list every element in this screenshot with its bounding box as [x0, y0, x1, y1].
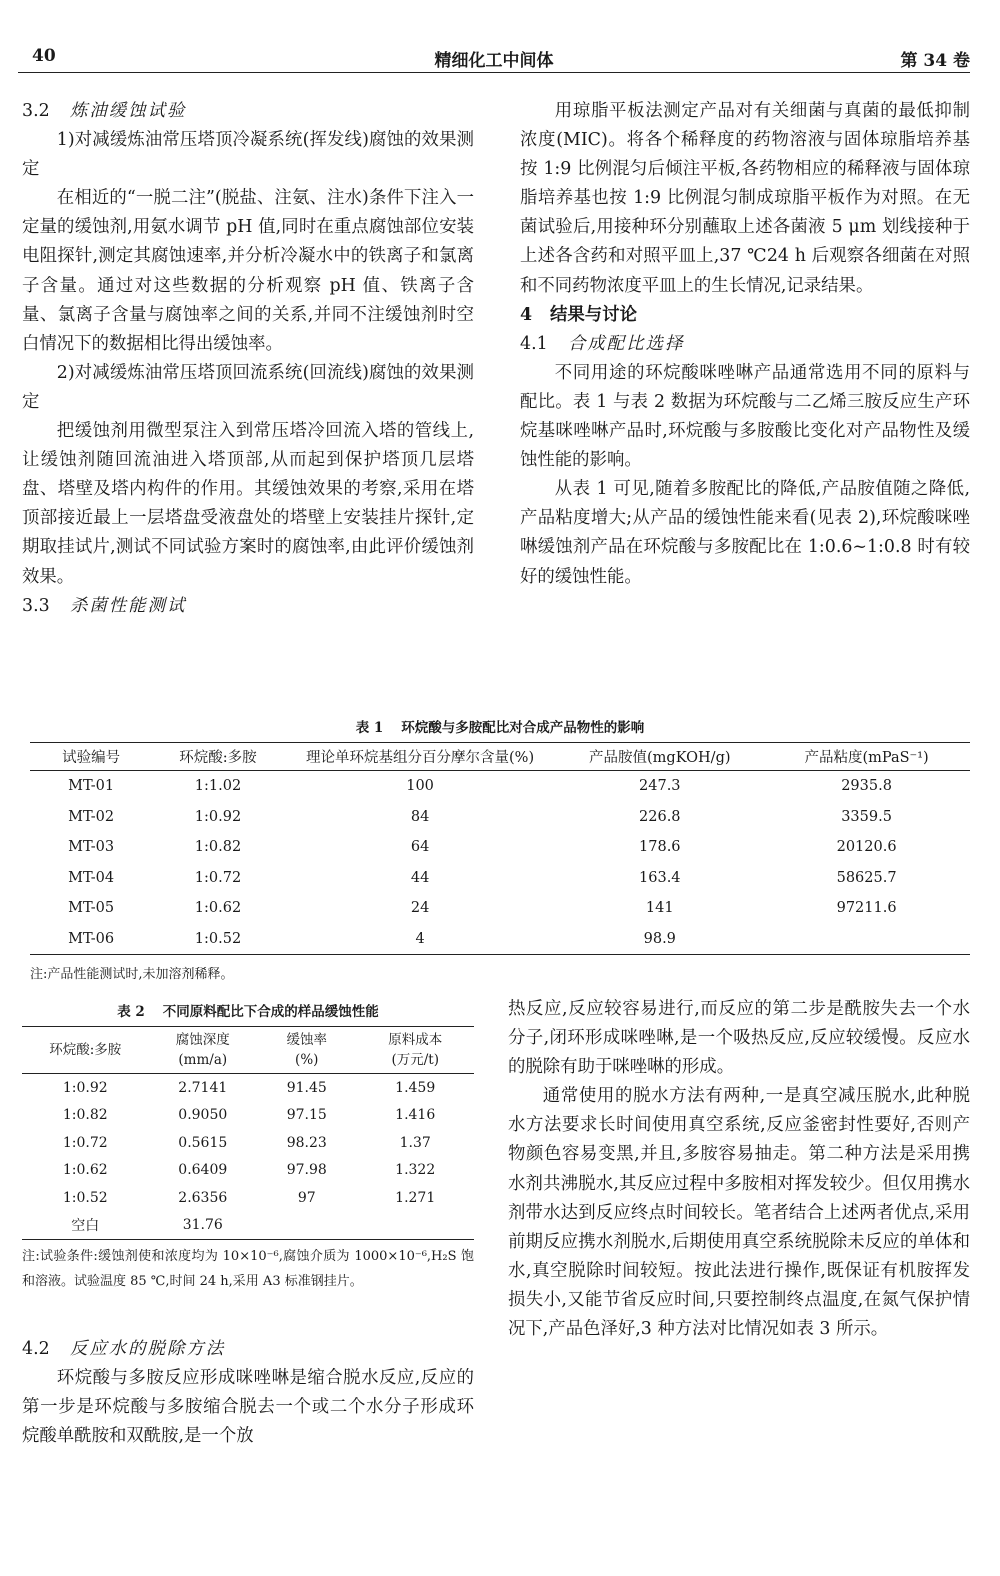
paragraph-4-1b: 从表 1 可见,随着多胺配比的降低,产品胺值随之降低,产品粘度增大;从产品的缓蚀性能来看(见表 2),环烷酸咪唑啉缓蚀剂产品在环烷酸与多胺配比在 1:0.6~1:0.8 时有较好的缓蚀性能。: [520, 479, 970, 587]
table-row: MT-06 1:0.52 4 98.9: [30, 924, 970, 955]
chapter-heading-4: 4 结果与讨论: [520, 304, 637, 325]
section-heading-3-3: 3.3 杀菌性能测试: [22, 595, 187, 616]
mic-paragraph: 用琼脂平板法测定产品对有关细菌与真菌的最低抑制浓度(MIC)。将各个稀释度的药物溶液与固体琼脂培养基按 1:9 比例混匀后倾注平板,各药物相应的稀释液与固体琼脂培养基也按 1:9 比例混匀制成琼脂平板作为对照。在无菌试验后,用接种环分别蘸取上述各菌液 5 μm 划线接种于上述各含药和对照平皿上,37 ℃24 h 后观察各细菌在对照和不同药物浓度平皿上的生长情况,记录结果。: [520, 101, 970, 296]
table-row: 1:0.92 2.7141 91.45 1.459: [62, 1079, 436, 1096]
table-row: MT-01 1:1.02 100 247.3 2935.8: [68, 778, 892, 795]
left-column-top: [22, 97, 474, 621]
item1-body: 在相近的“一脱二注”(脱盐、注氨、注水)条件下注入一定量的缓蚀剂,用氨水调节 pH 值,同时在重点腐蚀部位安装电阻探针,测定其腐蚀速率,并分析冷凝水中的铁离子和氯离子含量。通过对这些数据的分析观察 pH 值、铁离子含量、氯离子含量与腐蚀率之间的关系,并同不注缓蚀剂时空白情况下的数据相比得出缓蚀率。: [22, 188, 474, 354]
table-header: 产品胺值(mgKOH/g): [556, 743, 763, 771]
running-header: [18, 44, 970, 73]
table-1: [30, 716, 970, 982]
table-row: 1:0.82 0.9050 97.15 1.416: [62, 1107, 436, 1124]
table-header: 试验编号: [30, 743, 152, 771]
table-row: 1:0.62 0.6409 97.98 1.322: [62, 1162, 436, 1179]
item2-body: 把缓蚀剂用微型泵注入到常压塔冷回流入塔的管线上,让缓蚀剂随回流油进入塔顶部,从而起到保护塔顶几层塔盘、塔壁及塔内构件的作用。其缓蚀效果的考察,采用在塔顶部接近最上一层塔盘受液盘处的塔壁上安装挂片探针,定期取挂试片,测试不同试验方案时的腐蚀率,由此评价缓蚀剂效果。: [22, 421, 474, 587]
table-header: 环烷酸:多胺: [22, 1027, 149, 1074]
right-column-bottom: [508, 995, 970, 1344]
table-row: 空白 31.76: [22, 1212, 474, 1240]
table-row: 1:0.72 0.5615 98.23 1.37: [62, 1134, 431, 1151]
table-2: [22, 1000, 474, 1294]
paragraph-4-2: 环烷酸与多胺反应形成咪唑啉是缩合脱水反应,反应的第一步是环烷酸与多胺缩合脱去一个或二个水分子形成环烷酸单酰胺和双酰胺,是一个放: [22, 1368, 474, 1447]
table-row: MT-02 1:0.92 84 226.8 3359.5: [68, 808, 892, 825]
journal-name: 精细化工中间体: [434, 51, 554, 71]
paragraph-continued: 热反应,反应较容易进行,而反应的第二步是酰胺失去一个水分子,闭环形成咪唑啉,是一个吸热反应,反应较缓慢。反应水的脱除有助于咪唑啉的形成。: [508, 999, 970, 1078]
right-column-top: [520, 97, 970, 592]
table-1-grid: [30, 742, 970, 955]
page-number: 40: [32, 46, 56, 66]
left-column-bottom: [22, 1335, 474, 1451]
paragraph-4-1a: 不同用途的环烷酸咪唑啉产品通常选用不同的原料与配比。表 1 与表 2 数据为环烷酸与二乙烯三胺反应生产环烷基咪唑啉产品时,环烷酸与多胺酸比变化对产品物性及缓蚀性能的影响。: [520, 362, 970, 471]
table-2-grid: [22, 1026, 474, 1240]
item1-title: 1)对减缓炼油常压塔顶冷凝系统(挥发线)腐蚀的效果测定: [22, 130, 474, 180]
table-header: 理论单环烷基组分百分摩尔含量(%): [284, 743, 557, 771]
item2-title: 2)对减缓炼油常压塔顶回流系统(回流线)腐蚀的效果测定: [22, 362, 474, 412]
table-header: 原料成本 (万元/t): [356, 1027, 474, 1074]
table-1-caption: 表 1 环烷酸与多胺配比对合成产品物性的影响: [355, 720, 645, 736]
table-row: MT-04 1:0.72 44 163.4 58625.7: [68, 869, 897, 886]
section-heading-4-1: 4.1 合成配比选择: [520, 333, 685, 354]
table-header: 腐蚀深度 (mm/a): [149, 1027, 257, 1074]
table-1-note: 注:产品性能测试时,未加溶剂稀释。: [30, 967, 234, 982]
table-header: 环烷酸:多胺: [152, 743, 284, 771]
volume-label: 第 34 卷: [900, 51, 970, 71]
table-row: MT-03 1:0.82 64 178.6 20120.6: [68, 839, 897, 856]
table-header: 产品粘度(mPaS⁻¹): [763, 743, 970, 771]
section-heading-3-2: 3.2 炼油缓蚀试验: [22, 101, 187, 121]
table-header: 缓蚀率 (%): [257, 1027, 356, 1074]
table-2-note: 注:试验条件:缓蚀剂使和浓度均为 10×10⁻⁶,腐蚀介质为 1000×10⁻⁶,H₂S 饱和溶液。试验温度 85 ℃,时间 24 h,采用 A3 标准钢挂片。: [22, 1249, 474, 1289]
section-heading-4-2: 4.2 反应水的脱除方法: [22, 1339, 226, 1359]
table-row: MT-05 1:0.62 24 141 97211.6: [68, 900, 897, 917]
table-row: 1:0.52 2.6356 97 1.271: [62, 1189, 436, 1206]
table-2-caption: 表 2 不同原料配比下合成的样品缓蚀性能: [117, 1004, 379, 1020]
paragraph-methods: 通常使用的脱水方法有两种,一是真空减压脱水,此种脱水方法要求长时间使用真空系统,反应釜密封性要好,否则产物颜色容易变黑,并且,多胺容易抽走。第二种方法是采用携水剂共沸脱水,其反应过程中多胺相对挥发较少。但仅用携水剂带水达到反应终点时间较长。笔者结合上述两者优点,采用前期反应携水剂脱水,后期使用真空系统脱除未反应的单体和水,真空脱除时间较短。按此法进行操作,既保证有机胺挥发损失小,又能节省反应时间,只要控制终点温度,在氮气保护情况下,产品色泽好,3 种方法对比情况如表 3 所示。: [508, 1086, 970, 1340]
